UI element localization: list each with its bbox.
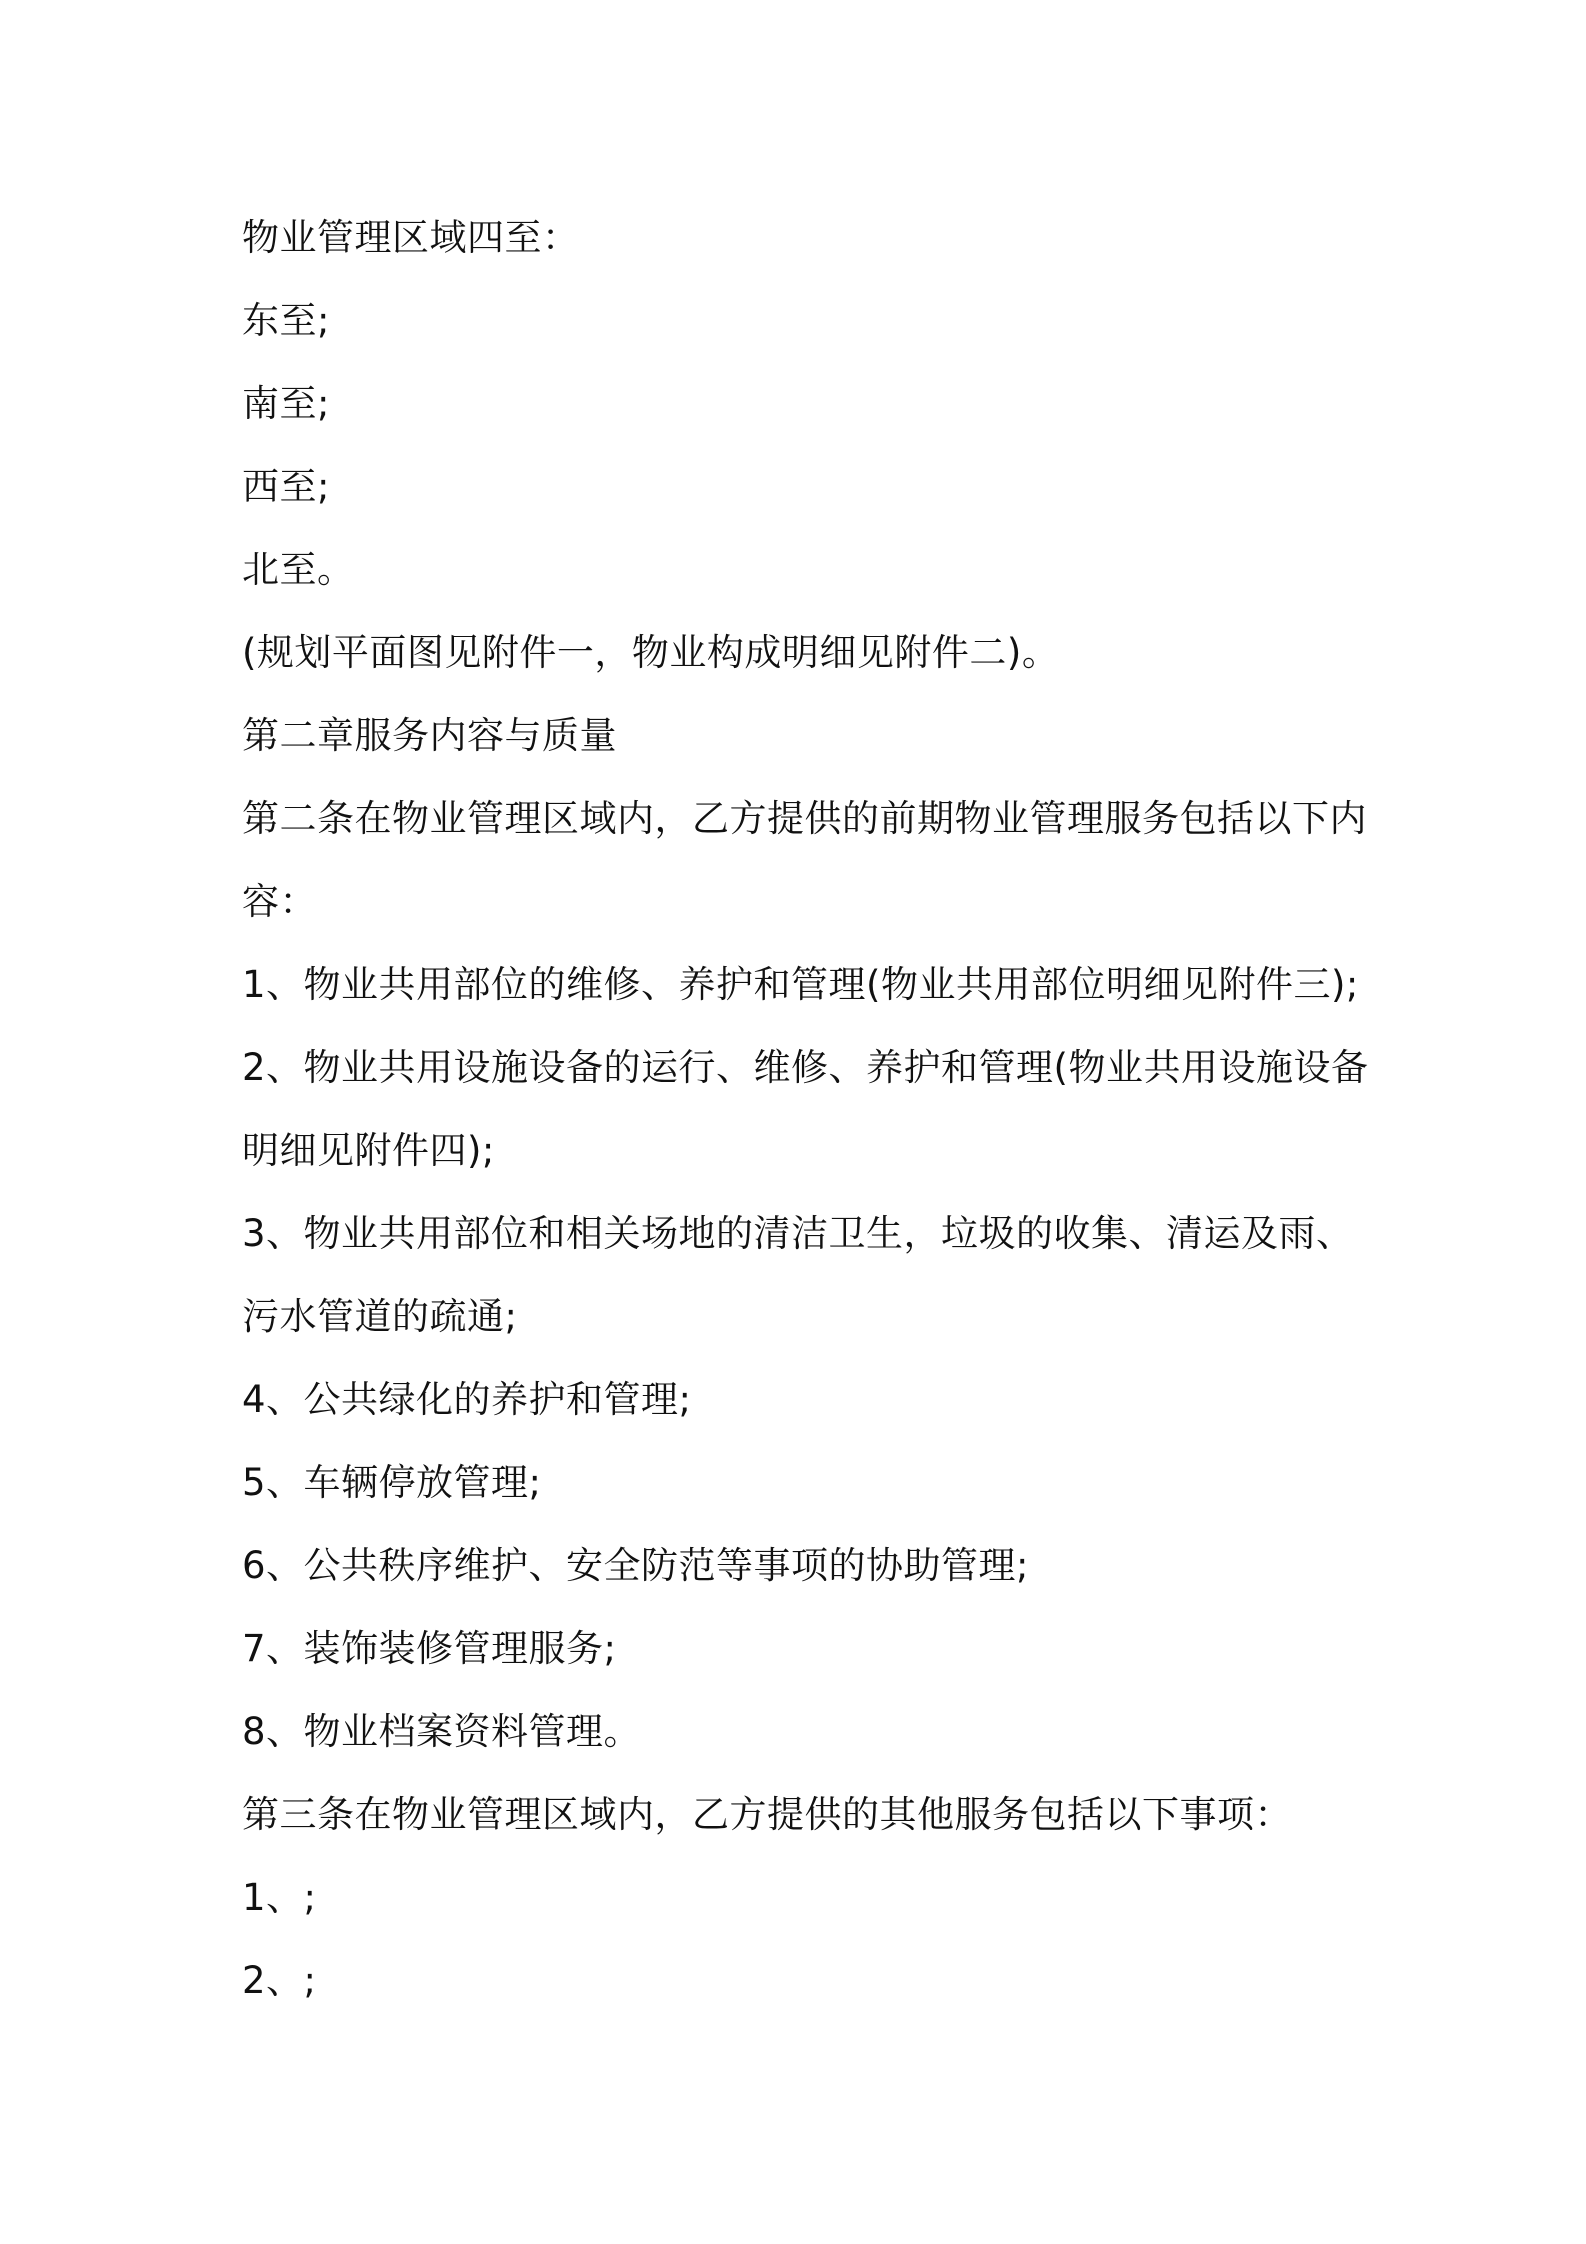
list-item-3-line-2: 污水管道的疏通; [242, 1295, 518, 1338]
document-body [242, 196, 1369, 2022]
text-line-attachment-note: (规划平面图见附件一，物业构成明细见附件二)。 [242, 631, 1060, 674]
list-item-2-line-1: 2、物业共用设施设备的运行、维修、养护和管理(物业共用设施设备 [242, 1046, 1369, 1089]
list-item-1: 1、物业共用部位的维修、养护和管理(物业共用部位明细见附件三); [242, 963, 1359, 1006]
chapter-heading: 第二章服务内容与质量 [242, 714, 617, 757]
list-item-3-line-1: 3、物业共用部位和相关场地的清洁卫生，垃圾的收集、清运及雨、 [242, 1212, 1354, 1255]
text-line-east: 东至; [242, 299, 330, 342]
list-item-6: 6、公共秩序维护、安全防范等事项的协助管理; [242, 1544, 1030, 1587]
text-line-south: 南至; [242, 382, 330, 425]
other-service-item-2: 2、; [242, 1959, 317, 2002]
article-3-line: 第三条在物业管理区域内，乙方提供的其他服务包括以下事项： [242, 1793, 1292, 1836]
text-line-boundaries-heading: 物业管理区域四至： [242, 216, 580, 259]
list-item-4: 4、公共绿化的养护和管理; [242, 1378, 692, 1421]
list-item-8: 8、物业档案资料管理。 [242, 1710, 642, 1753]
list-item-2-line-2: 明细见附件四); [242, 1129, 495, 1172]
list-item-7: 7、装饰装修管理服务; [242, 1627, 617, 1670]
text-line-north: 北至。 [242, 548, 355, 591]
text-line-west: 西至; [242, 465, 330, 508]
list-item-5: 5、车辆停放管理; [242, 1461, 542, 1504]
article-2-line-2: 容： [242, 880, 317, 923]
other-service-item-1: 1、; [242, 1876, 317, 1919]
article-2-line-1: 第二条在物业管理区域内，乙方提供的前期物业管理服务包括以下内 [242, 797, 1367, 840]
